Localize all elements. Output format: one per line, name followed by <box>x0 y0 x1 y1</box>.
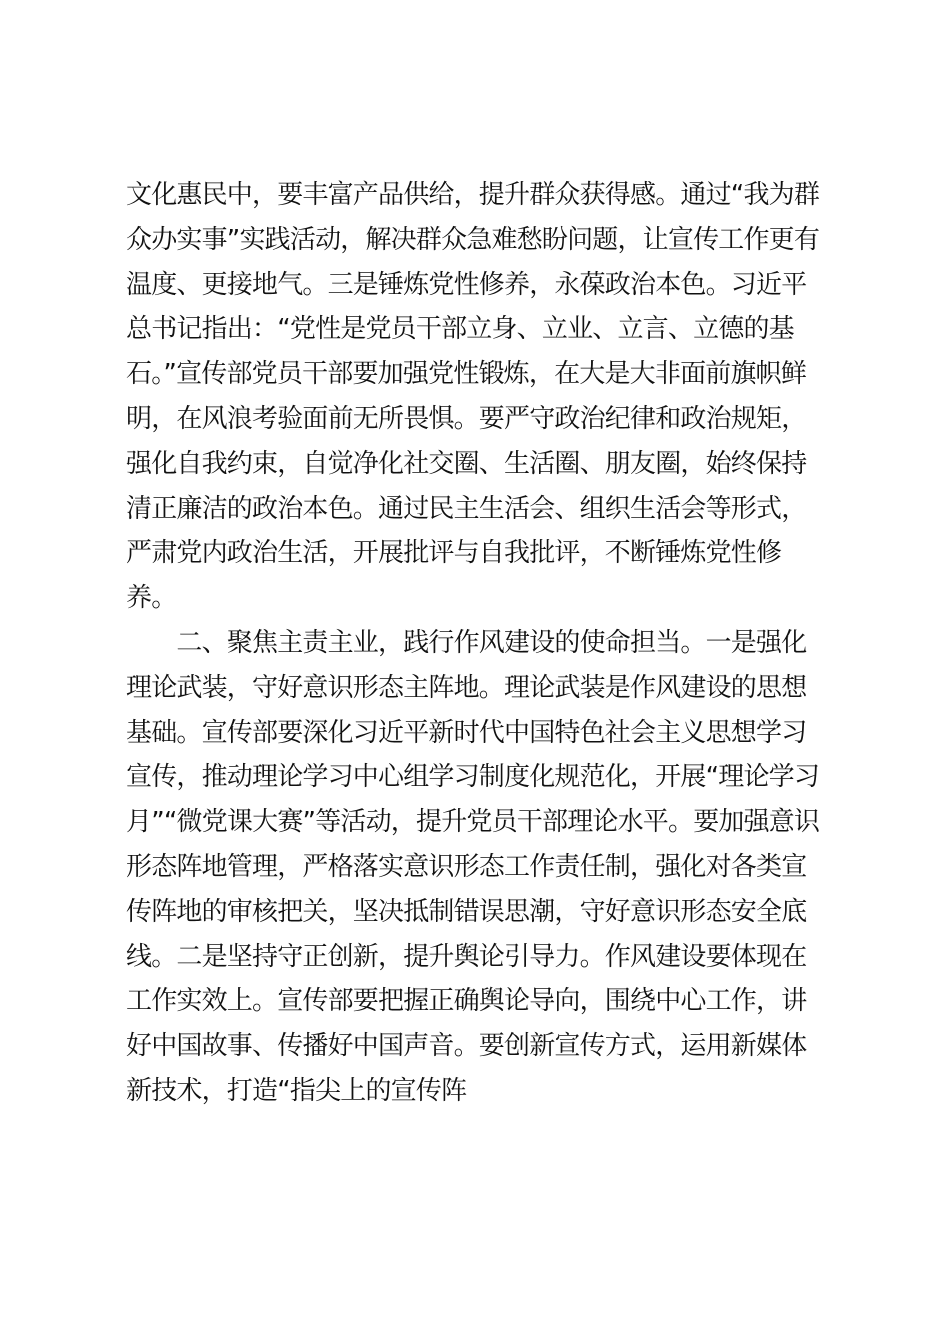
text-line: 众办实事”实践活动，解决群众急难愁盼问题，让宣传工作更有 <box>126 224 820 255</box>
body-text <box>126 173 836 1114</box>
text-line: 新技术，打造“指尖上的宣传阵 <box>126 1075 467 1106</box>
text-line: 传阵地的审核把关，坚决抵制错误思潮，守好意识形态安全底 <box>126 896 807 927</box>
text-line: 工作实效上。宣传部要把握正确舆论导向，围绕中心工作，讲 <box>126 986 807 1017</box>
text-line: 理论武装，守好意识形态主阵地。理论武装是作风建设的思想 <box>126 672 807 703</box>
text-line: 严肃党内政治生活，开展批评与自我批评，不断锤炼党性修 <box>126 538 782 569</box>
text-line: 清正廉洁的政治本色。通过民主生活会、组织生活会等形式， <box>126 493 807 524</box>
text-line: 基础。宣传部要深化习近平新时代中国特色社会主义思想学习 <box>126 717 807 748</box>
text-line: 温度、更接地气。三是锤炼党性修养，永葆政治本色。习近平 <box>126 269 807 300</box>
text-line: 强化自我约束，自觉净化社交圈、生活圈、朋友圈，始终保持 <box>126 448 807 479</box>
text-line: 总书记指出：“党性是党员干部立身、立业、立言、立德的基 <box>126 314 794 345</box>
section-heading-line: 二、聚焦主责主业，践行作风建设的使命担当。一是强化 <box>126 627 807 658</box>
text-line: 月”“微党课大赛”等活动，提升党员干部理论水平。要加强意识 <box>126 807 820 838</box>
text-line: 养。 <box>126 583 177 614</box>
text-line: 好中国故事、传播好中国声音。要创新宣传方式，运用新媒体 <box>126 1031 807 1062</box>
text-line: 形态阵地管理，严格落实意识形态工作责任制，强化对各类宣 <box>126 851 807 882</box>
text-line: 文化惠民中，要丰富产品供给，提升群众获得感。通过“我为群 <box>126 180 820 210</box>
text-line: 石。”宣传部党员干部要加强党性锻炼，在大是大非面前旗帜鲜 <box>126 359 807 390</box>
text-line: 宣传，推动理论学习中心组学习制度化规范化，开展“理论学习 <box>126 762 820 793</box>
text-line: 明，在风浪考验面前无所畏惧。要严守政治纪律和政治规矩， <box>126 403 807 434</box>
text-line: 线。二是坚持守正创新，提升舆论引导力。作风建设要体现在 <box>126 941 807 972</box>
